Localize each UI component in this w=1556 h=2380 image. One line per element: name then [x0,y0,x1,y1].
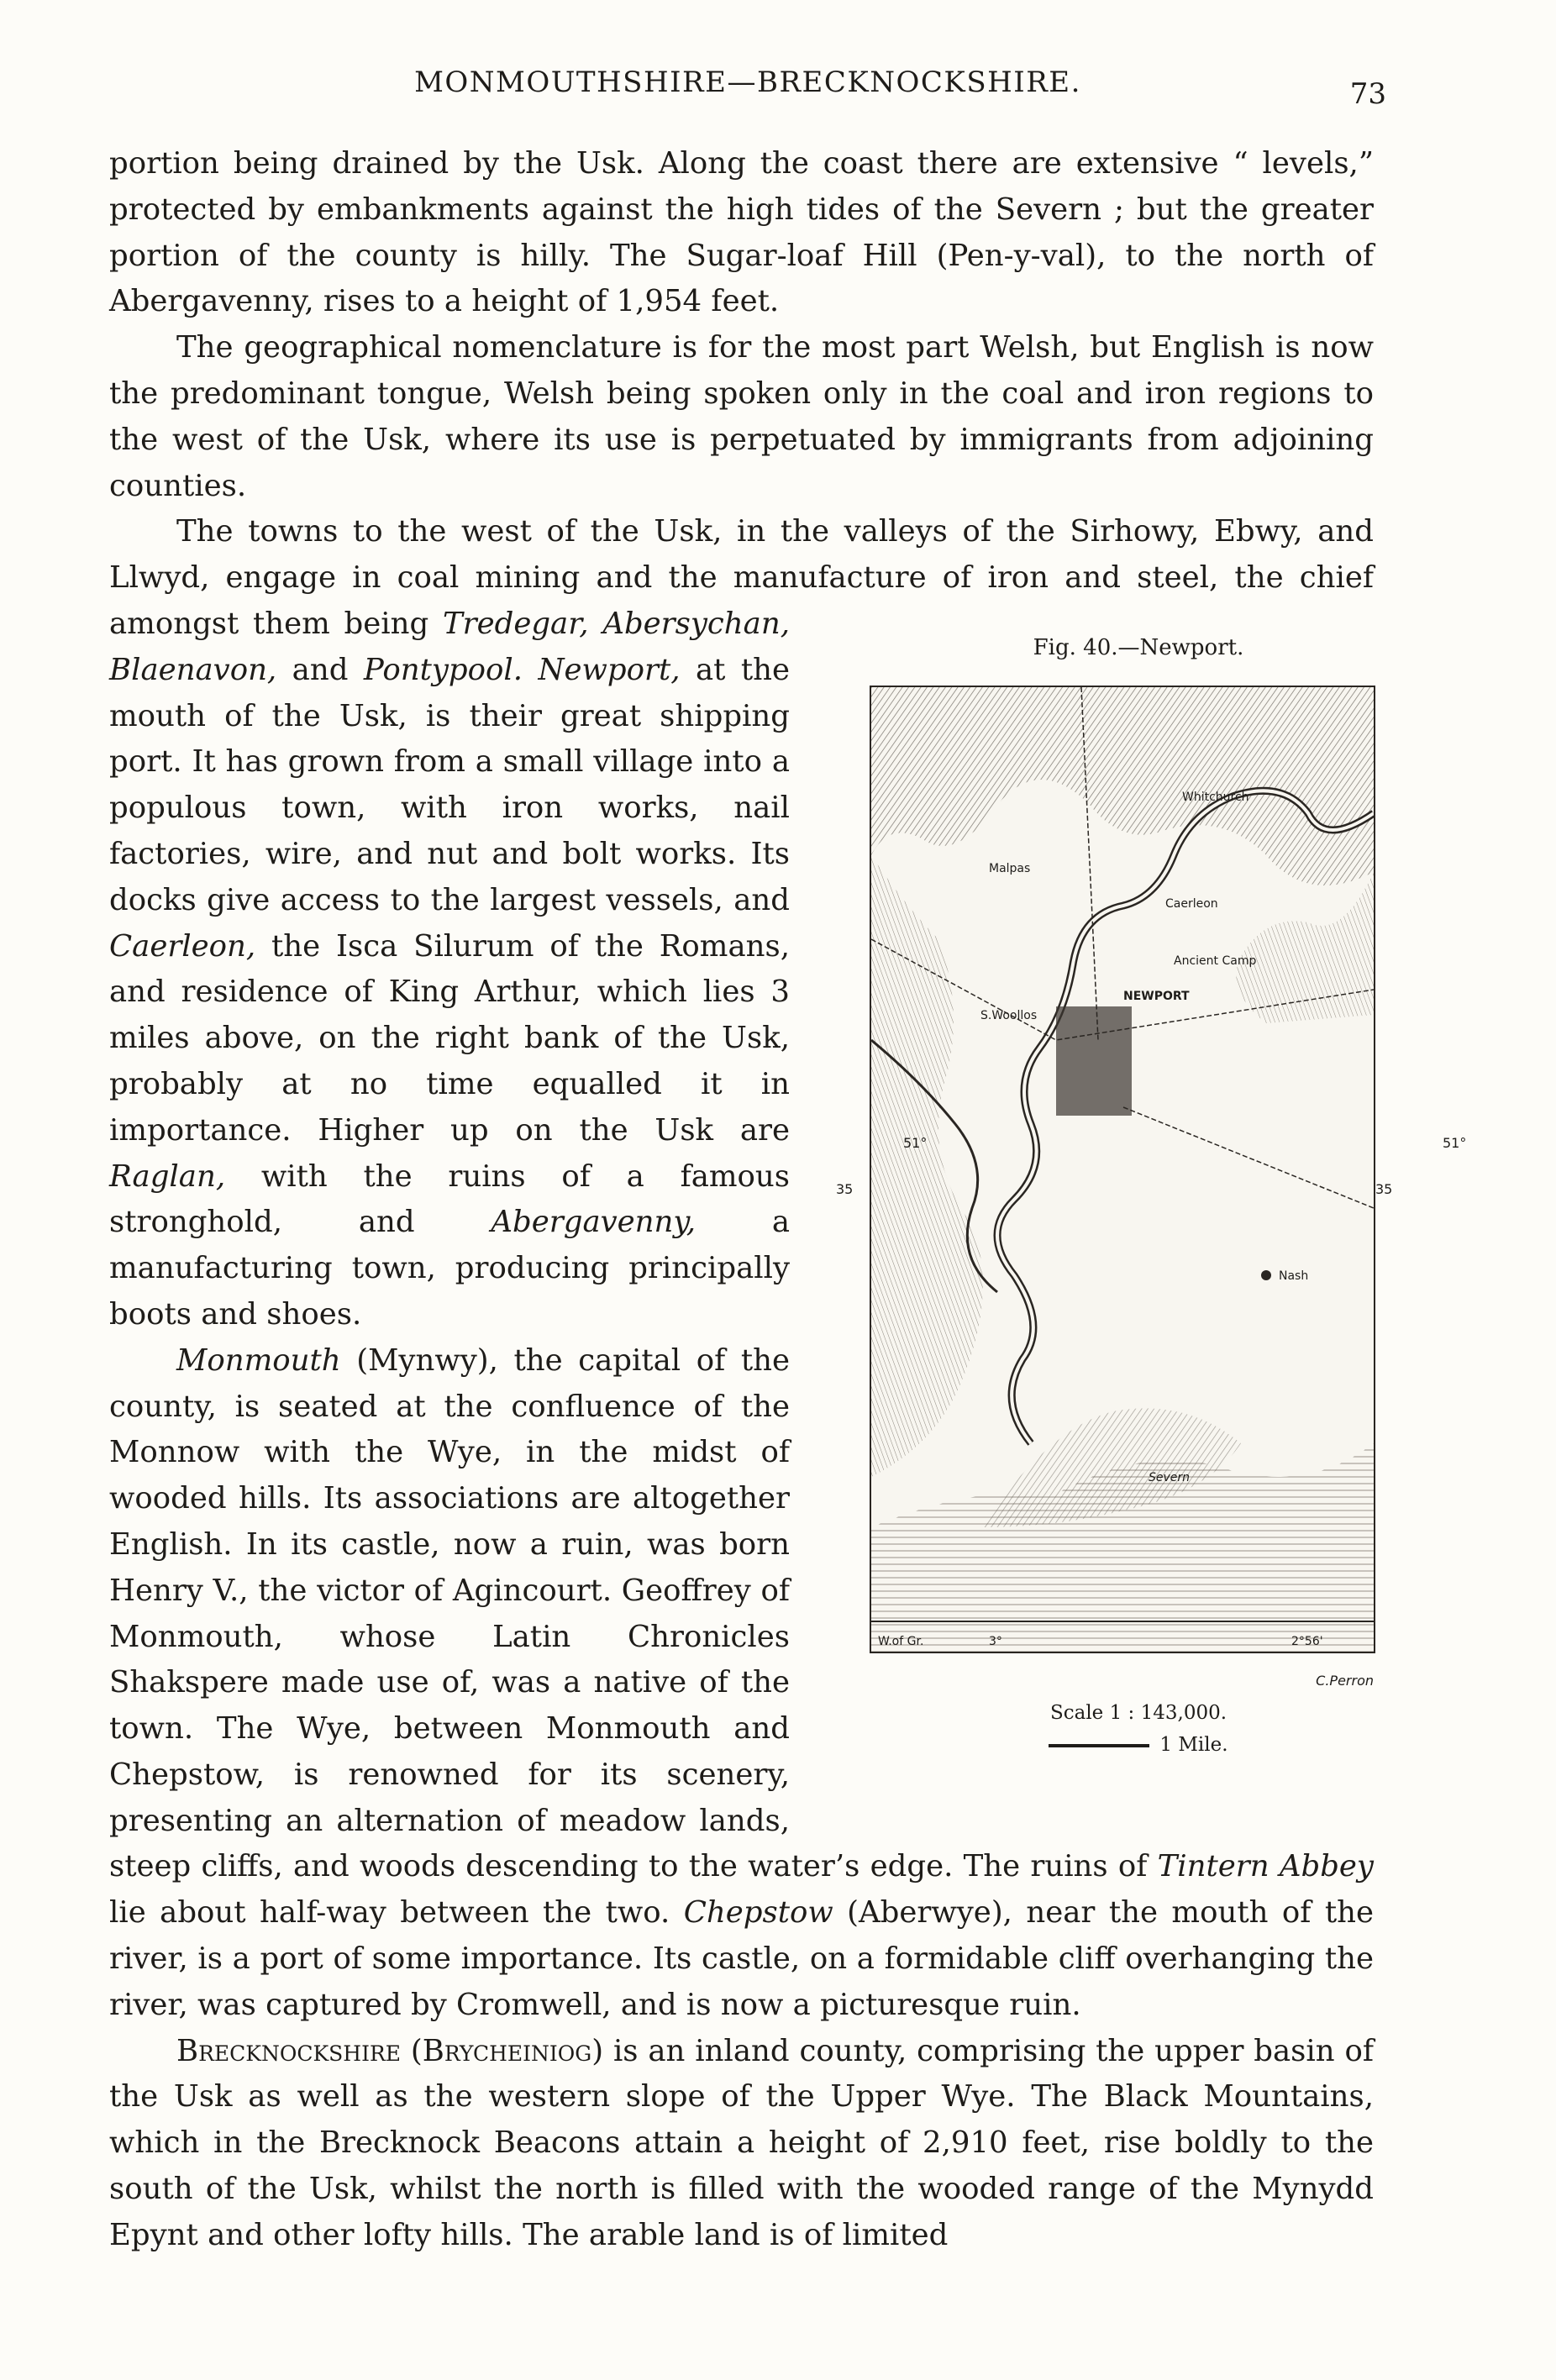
scale-bar-label: 1 Mile. [1159,1733,1228,1756]
county-brycheiniog: Brycheiniog [422,2033,592,2068]
running-title: MONMOUTHSHIRE—BRECKNOCKSHIRE. [414,66,1081,99]
place-abergavenny: Abergavenny, [491,1205,697,1240]
place-chepstow: Chepstow [683,1895,833,1931]
place-tredegar: Tredegar, [442,606,589,641]
newport-town [1056,1006,1132,1116]
place-monmouth: Monmouth [176,1342,341,1378]
label-lon-right: 2°56' [1291,1634,1323,1648]
scale-ratio: Scale 1 : 143,000. [1049,1701,1227,1724]
place-tintern: Tintern Abbey [1157,1849,1374,1884]
lat-label-right: 51° 35 [1375,1134,1467,1197]
p3-text-d: with the ruins of a famous stronghold, and [109,1158,790,1240]
page-header [109,66,1386,116]
engraver-signature: C.Perron [1316,1672,1374,1689]
p3-text-a: The towns to the west of the Usk, in the valleys of the Sirhowy, Ebwy, and Llwyd, engage in coal mining and the manufacture of iron and steel, the chief amongst them being [109,514,1374,641]
label-malpas: Malpas [989,861,1031,875]
place-newport: Newport, [538,652,681,687]
label-whitchurch: Whitchurch [1182,790,1249,804]
newport-map [871,687,1374,1652]
p5-text-a: is an inland county, comprising the upper basin of the Usk as well as the western slope of the Upper Wye. The Black Mountains, which in the Brecknock Beacons attain a height of 2,910 feet, rise boldly to the south of the Usk, whilst the north is filled with the wooded range of the Mynydd Epynt and other lofty hills. The arable land is of limited [109,2033,1374,2252]
place-abersychan: Abersychan, [602,606,790,641]
nash-marker [1261,1270,1271,1280]
p4-text-a: (Mynwy), the capital of the county, is seated at the confluence of the Monnow with the Wye, in the midst of wooded hills. Its associations are altogether English. In its castle, now a ruin, was born Henry V., the victor of Agincourt. Geoffrey of Monmouth, whose Latin Chronicles Shakspere made use of, was a native of the town. The Wye, between Monmouth and Chepstow, is renowned for its scenery, presenting an alternation of meadow lands, steep cliffs, and woods descending to the water’s edge. The ruins of [109,1342,1158,1884]
p3-text-c: the Isca Silurum of the Romans, and residence of King Arthur, which lies 3 miles above, on the right bank of the Usk, probably at no time equalled it in importance. Higher up on the Usk are [109,928,790,1148]
lat-label-left: 51° 35 [836,1134,928,1197]
river-usk [997,791,1374,1443]
label-newport: NEWPORT [1123,989,1190,1003]
page-number: 73 [1349,77,1386,111]
place-raglan: Raglan, [109,1158,226,1194]
label-nash: Nash [1279,1269,1309,1283]
label-camp: Ancient Camp [1174,954,1257,968]
place-blaenavon: Blaenavon, [109,652,277,687]
place-caerleon: Caerleon, [109,928,256,964]
p3-text-e: a manufacturing town, producing principally boots and shoes. [109,1205,790,1332]
p4-text-b: lie about half-way between the two. [109,1895,684,1931]
label-caerleon: Caerleon [1165,896,1218,911]
hills-north [871,687,1374,885]
p4-text-c: (Aberwye), near the mouth of the river, is a port of some importance. Its castle, on a formidable cliff overhanging the river, was captured by Cromwell, and is now a picturesque ruin. [109,1895,1374,2022]
body-text [109,141,1467,2259]
paragraph-2: The geographical nomenclature is for the most part Welsh, but English is now the predominant tongue, Welsh being spoken only in the coal and iron regions to the west of the Usk, where its use is perpetuated by immigrants from adjoining counties. [109,330,1374,503]
figure-newport-map [836,625,1467,1843]
map-frame [870,686,1375,1653]
county-brecknockshire: Brecknockshire [176,2033,402,2068]
place-pontypool: Pontypool. [363,652,523,687]
p3-text-b: at the mouth of the Usk, is their great shipping port. It has grown from a small village into a populous town, with iron works, nail factories, wire, and nut and bolt works. Its docks give access to the largest vessels, and [109,652,791,917]
scale-bar [1049,1744,1149,1747]
label-lon-mid: 3° [989,1634,1002,1648]
paragraph-1: portion being drained by the Usk. Along the coast there are extensive “ levels,” protected by embankments against the high tides of the Severn ; but the greater portion of the county is hilly. The Sugar-loaf Hill (Pen-y-val), to the north of Abergavenny, rises to a height of 1,954 feet. [109,146,1374,319]
p3-and: and [276,652,364,687]
paragraph-5: Brecknockshire (Brycheiniog) is an inland county, comprising the upper basin of the Usk as well as the western slope of the Upper Wye. The Black Mountains, which in the Brecknock Beacons attain a height of 2,910 feet, rise boldly to the south of the Usk, whilst the north is filled with the wooded range of the Mynydd Epynt and other lofty hills. The arable land is of limited [109,2033,1374,2252]
label-lon-left: W.of Gr. [878,1634,924,1648]
label-severn: Severn [1149,1470,1191,1484]
figure-caption: Fig. 40.—Newport. [1033,634,1244,660]
label-st-woollos: S.Woollos [980,1008,1038,1022]
scale-bar-row [836,1722,1374,1768]
